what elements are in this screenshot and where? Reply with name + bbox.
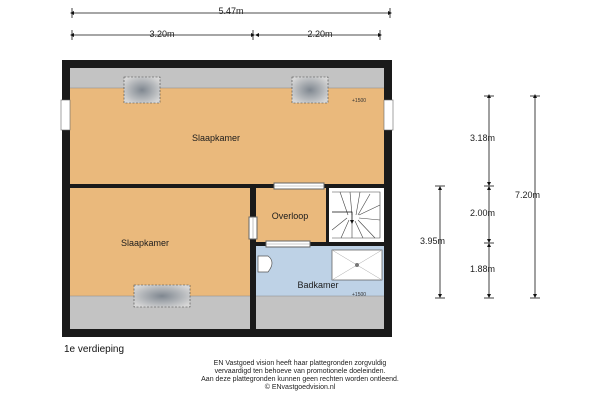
left-width-label: 3.20m	[149, 29, 175, 39]
height-mark-bathroom: +1500	[352, 292, 367, 298]
depth-bottom-label: 1.88m	[470, 264, 496, 274]
disclaimer-line-1: EN Vastgoed vision heeft haar plattegronden zorgvuldig	[213, 360, 387, 367]
disclaimer-line-2: vervaardigd ten behoeve van promotionele doeleinden.	[214, 368, 386, 375]
disclaimer	[0, 360, 600, 392]
room-label-landing: Overloop	[271, 211, 309, 221]
room-label-bedroom-top: Slaapkamer	[191, 133, 241, 143]
depth-total-label: 7.20m	[515, 190, 541, 200]
interior-wall-vertical	[250, 188, 256, 329]
window-east	[384, 100, 393, 130]
depth-mid-label: 2.00m	[470, 208, 496, 218]
skylight-1	[124, 77, 160, 103]
stairs	[329, 188, 384, 242]
skylight-2	[292, 77, 328, 103]
slope-zone-top	[70, 68, 384, 88]
dimension-overall-width	[72, 6, 390, 18]
disclaimer-line-4: © ENvastgoedvision.nl	[264, 384, 336, 391]
depth-top-label: 3.18m	[470, 133, 496, 143]
right-width-label: 2.20m	[307, 29, 333, 39]
dimension-left-width	[72, 29, 253, 40]
floor-name: 1e verdieping	[64, 344, 125, 355]
height-mark-top: +1500	[352, 98, 367, 104]
room-label-bedroom-left: Slaapkamer	[120, 238, 170, 248]
interior-wall-horizontal	[70, 184, 384, 188]
disclaimer-line-3: Aan deze plattegronden kunnen geen rechten worden ontleend.	[201, 376, 399, 383]
overall-width-label: 5.47m	[218, 6, 244, 16]
slope-zone-bathroom	[256, 296, 384, 329]
stair-wall	[326, 188, 329, 242]
dimension-right-width	[257, 29, 380, 40]
window-west	[61, 100, 70, 130]
skylight-3	[134, 285, 190, 307]
left-room-depth-label: 3.95m	[420, 236, 446, 246]
sink-icon	[258, 256, 272, 272]
room-label-bathroom: Badkamer	[297, 280, 339, 290]
